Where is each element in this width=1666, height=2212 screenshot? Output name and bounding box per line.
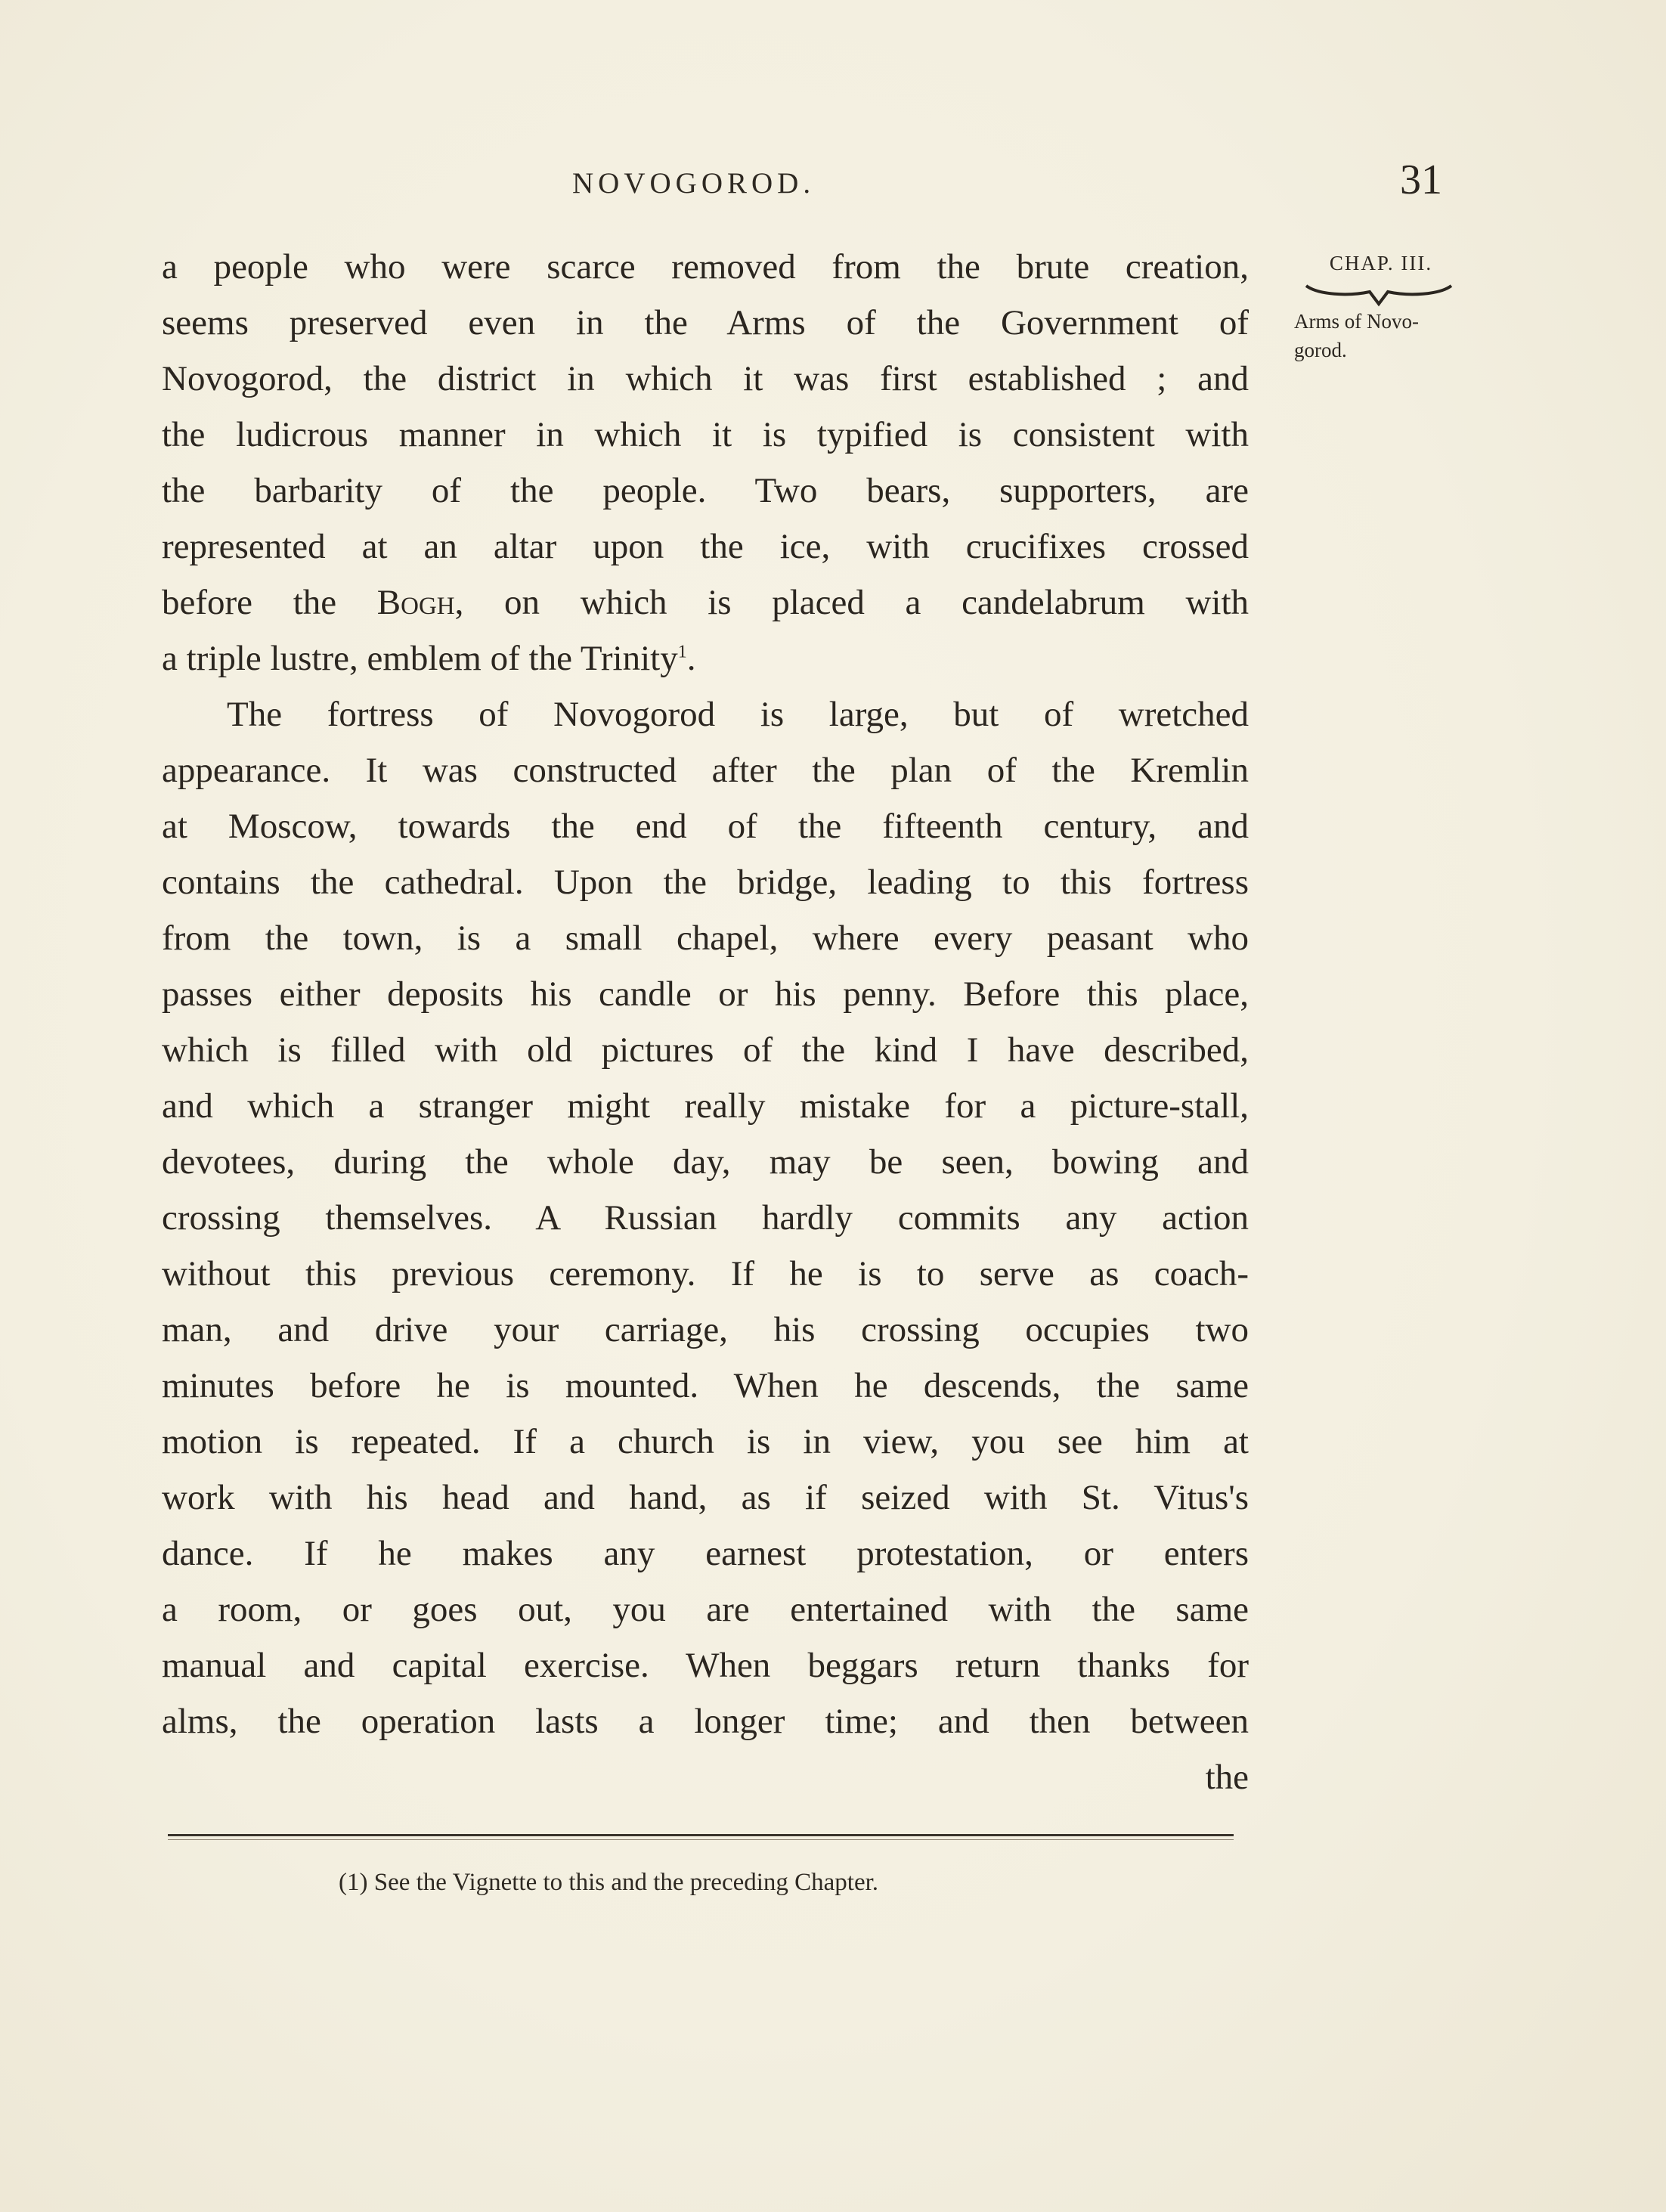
text-line: without this previous ceremony. If he is to serve as coach- <box>162 1254 1249 1293</box>
margin-note-line-1: Arms of Novo- <box>1294 310 1419 333</box>
text-line: which is filled with old pictures of the kind I have described, <box>162 1030 1249 1070</box>
text-line: seems preserved even in the Arms of the Government of <box>162 303 1249 342</box>
page-number: 31 <box>1400 156 1442 203</box>
text-line: alms, the operation lasts a longer time; and then between <box>162 1702 1249 1741</box>
text-line: and which a stranger might really mistake for a picture-stall, <box>162 1086 1249 1126</box>
margin-note-line-2: gorod. <box>1294 339 1347 361</box>
text-line <box>162 630 1249 686</box>
text-line: Novogorod, the district in which it was first established ; and <box>162 359 1249 398</box>
text-line: man, and drive your carriage, his crossing occupies two <box>162 1310 1249 1349</box>
text-line: minutes before he is mounted. When he descends, the same <box>162 1366 1249 1405</box>
footnote: (1) See the Vignette to this and the preceding Chapter. <box>339 1869 879 1896</box>
text-line: passes either deposits his candle or his penny. Before this place, <box>162 974 1249 1014</box>
running-title: NOVOGOROD. <box>572 167 816 200</box>
text-line: dance. If he makes any earnest protestation, or enters <box>162 1534 1249 1573</box>
text-line: from the town, is a small chapel, where every peasant who <box>162 919 1249 958</box>
text-line: at Moscow, towards the end of the fifteenth century, and <box>162 807 1249 846</box>
text-line: the barbarity of the people. Two bears, supporters, are <box>162 471 1249 510</box>
text-line: work with his head and hand, as if seized with St. Vitus's <box>162 1478 1249 1517</box>
text-line: a room, or goes out, you are entertained with the same <box>162 1590 1249 1629</box>
text-line: appearance. It was constructed after the plan of the Kremlin <box>162 751 1249 790</box>
text-line: the ludicrous manner in which it is typified is consistent with <box>162 415 1249 454</box>
footnote-reference: 1 <box>677 642 687 662</box>
chapter-label: CHAP. III. <box>1329 252 1433 274</box>
brace-ornament <box>1303 281 1454 307</box>
footnote-rule-thin <box>168 1839 1234 1840</box>
text-line: The fortress of Novogorod is large, but of wretched <box>227 695 1249 734</box>
text-line: a people who were scarce removed from the brute creation, <box>162 247 1249 287</box>
footnote-rule <box>168 1834 1234 1836</box>
text-line: represented at an altar upon the ice, with crucifixes crossed <box>162 527 1249 566</box>
text-segment: , on which is placed a candelabrum with <box>454 583 1249 622</box>
margin-note <box>1294 248 1468 364</box>
body-text <box>162 239 1249 1805</box>
text-segment: . <box>686 639 696 678</box>
text-line: motion is repeated. If a church is in view, you see him at <box>162 1422 1249 1461</box>
text-segment: a triple lustre, emblem of the Trinity <box>162 639 678 678</box>
smallcaps-word: Bogh <box>376 583 455 622</box>
text-line: crossing themselves. A Russian hardly commits any action <box>162 1198 1249 1238</box>
text-line: contains the cathedral. Upon the bridge, leading to this fortress <box>162 863 1249 902</box>
text-line: manual and capital exercise. When beggars return thanks for <box>162 1646 1249 1685</box>
text-line <box>162 575 1249 630</box>
catchword: the <box>1205 1758 1249 1797</box>
text-segment: before the <box>162 583 377 622</box>
text-line: devotees, during the whole day, may be seen, bowing and <box>162 1142 1249 1182</box>
